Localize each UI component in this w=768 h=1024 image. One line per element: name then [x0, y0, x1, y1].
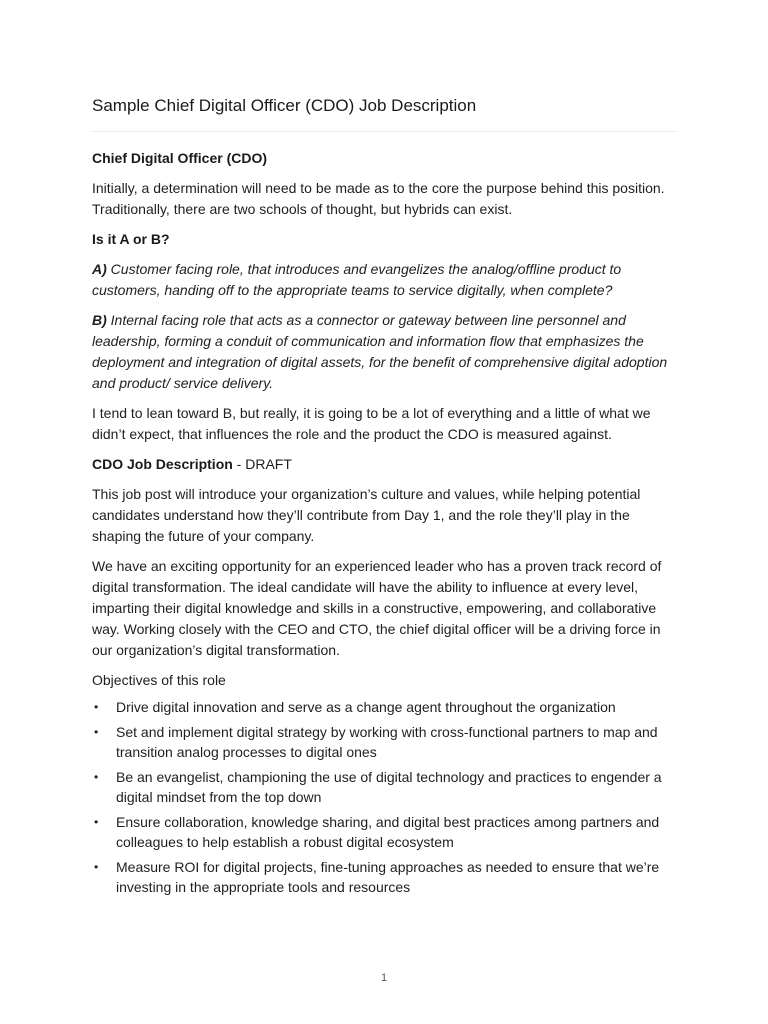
list-item	[92, 722, 676, 762]
objective-text: Ensure collaboration, knowledge sharing, and digital best practices among partners and colleagues to help establish a robust digital ecosystem	[116, 814, 660, 850]
objectives-label: Objectives of this role	[92, 672, 226, 688]
bullet-icon: •	[94, 770, 99, 784]
page-number: 1	[380, 972, 388, 984]
list-item	[92, 767, 676, 807]
option-a-paragraph	[92, 259, 676, 301]
ab-heading: Is it A or B?	[92, 231, 170, 247]
option-a-label: A)	[92, 261, 107, 277]
job-description-heading-line	[92, 454, 676, 475]
draft-label: - DRAFT	[232, 456, 292, 472]
opinion-paragraph: I tend to lean toward B, but really, it is going to be a lot of everything and a little of what we didn’t expect, that influences the role and the product the CDO is measured against.	[92, 405, 651, 442]
bullet-icon: •	[94, 700, 99, 714]
list-item	[92, 857, 676, 897]
bullet-icon: •	[94, 725, 99, 739]
job-description-heading: CDO Job Description	[92, 456, 233, 472]
objective-text: Measure ROI for digital projects, fine-tuning approaches as needed to ensure that we’re investing in the appropriate tools and resources	[116, 859, 660, 895]
objectives-list	[92, 697, 676, 897]
objective-text: Set and implement digital strategy by working with cross-functional partners to map and transition analog processes to digital ones	[116, 724, 658, 760]
bullet-icon: •	[94, 860, 99, 874]
list-item	[92, 812, 676, 852]
cdo-intro-paragraph: Initially, a determination will need to be made as to the core the purpose behind this position. Traditionally, there are two schools of thought, but hybrids can exist.	[92, 180, 665, 217]
objective-text: Be an evangelist, championing the use of digital technology and practices to engender a digital mindset from the top down	[116, 769, 662, 805]
option-b-paragraph	[92, 310, 676, 394]
bullet-icon: •	[94, 815, 99, 829]
option-b-text: Internal facing role that acts as a connector or gateway between line personnel and leadership, forming a conduit of communication and information flow that emphasizes the deployment and integration of digital assets, for the benefit of comprehensive digital adoption and product/ service delivery.	[92, 312, 668, 391]
objective-text: Drive digital innovation and serve as a change agent throughout the organization	[116, 699, 616, 715]
title-divider	[92, 131, 676, 132]
cdo-heading: Chief Digital Officer (CDO)	[92, 150, 268, 166]
job-intro-paragraph: This job post will introduce your organization’s culture and values, while helping potential candidates understand how they’ll contribute from Day 1, and the role they’ll play in the shaping the future of your company.	[92, 486, 641, 544]
opportunity-paragraph: We have an exciting opportunity for an experienced leader who has a proven track record of digital transformation. The ideal candidate will have the ability to influence at every level, imparting their digital knowledge and skills in a constructive, empowering, and collaborative way. Working closely with the CEO and CTO, the chief digital officer will be a driving force in our organization’s digital transformation.	[92, 558, 662, 658]
option-b-label: B)	[92, 312, 107, 328]
document-title: Sample Chief Digital Officer (CDO) Job Description	[92, 96, 477, 115]
document-body	[92, 148, 676, 902]
option-a-text: Customer facing role, that introduces and evangelizes the analog/offline product to customers, handing off to the appropriate teams to service digitally, when complete?	[92, 261, 622, 298]
list-item	[92, 697, 676, 717]
